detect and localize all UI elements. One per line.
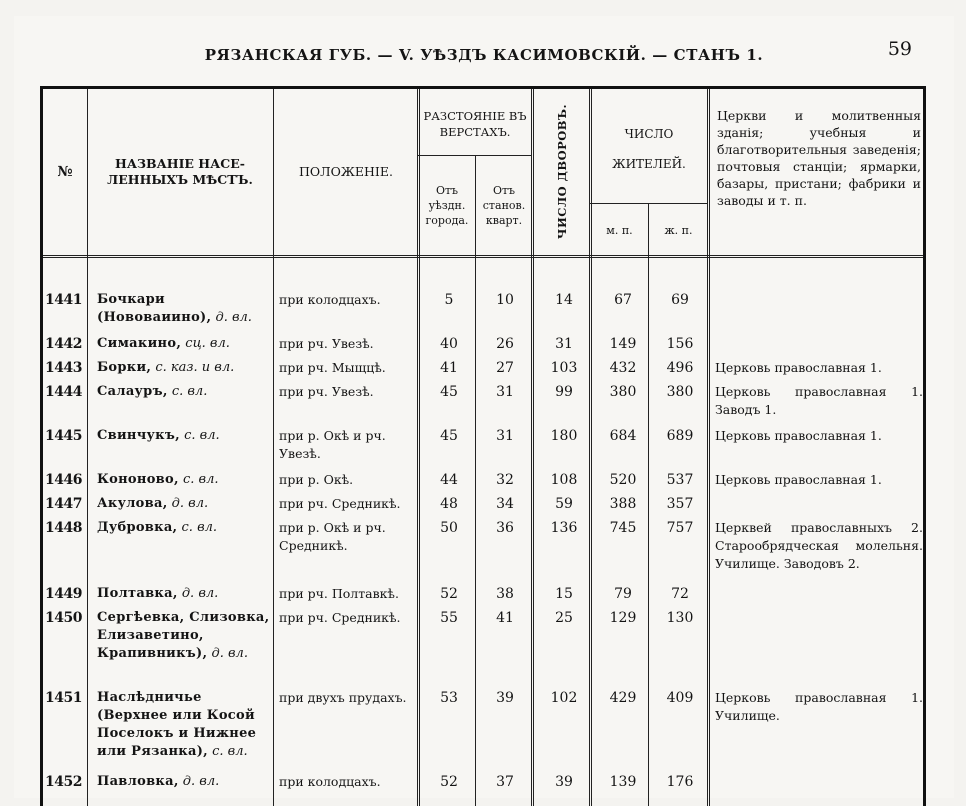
rule	[417, 155, 531, 156]
male-count: 520	[609, 472, 637, 488]
place-name-text: Акулова,	[97, 496, 168, 511]
row-note: Церковь православная 1.	[715, 428, 882, 443]
header-bottom-rule	[43, 255, 926, 258]
place-type: д. вл.	[182, 774, 220, 789]
households: 25	[555, 610, 573, 626]
header-name: НАЗВАНІЕ НАСЕ-ЛЕННЫХЪ МѢСТЪ.	[107, 156, 253, 187]
dist-town: 53	[440, 690, 458, 706]
place-name	[97, 427, 275, 445]
place-name-text: Салауръ,	[97, 384, 168, 399]
households: 136	[550, 520, 578, 536]
dist-town: 52	[440, 774, 458, 790]
place-type: д. вл.	[171, 496, 209, 511]
place-position: при р. Окѣ.	[279, 472, 354, 487]
households: 14	[555, 292, 573, 308]
place-type: с. каз. и вл.	[155, 360, 235, 375]
households: 180	[550, 428, 578, 444]
row-number: 1445	[45, 428, 82, 444]
place-name-text: Дубровка,	[97, 520, 178, 535]
place-type: с. вл.	[184, 428, 220, 443]
place-name-text: Свинчукъ,	[97, 428, 180, 443]
header-households-label: ЧИСЛО ДВОРОВЪ.	[555, 104, 569, 240]
dist-station: 32	[496, 472, 514, 488]
male-count: 429	[609, 690, 637, 706]
male-count: 388	[609, 496, 637, 512]
place-name	[97, 519, 275, 537]
dist-town: 44	[440, 472, 458, 488]
row-number: 1447	[45, 496, 82, 512]
households: 15	[555, 586, 573, 602]
place-name-text: Сергѣевка, Слизовка, Елизаветино, Крапивникъ),	[97, 610, 270, 661]
place-type: с. вл.	[171, 384, 208, 399]
place-position: при рч. Средникѣ.	[279, 610, 401, 625]
place-position: при колодцахъ.	[279, 292, 381, 307]
dist-station: 34	[496, 496, 514, 512]
running-head: РЯЗАНСКАЯ ГУБ. — V. УѢЗДЪ КАСИМОВСКІЙ. — СТАНЪ 1.	[204, 46, 764, 64]
header-distance: РАЗСТОЯНІЕ ВЪ ВЕРСТАХЪ.	[423, 109, 527, 139]
place-position: при рч. Мыщцѣ.	[279, 360, 386, 375]
place-position: при рч. Полтавкѣ.	[279, 586, 399, 601]
dist-station: 36	[496, 520, 514, 536]
row-number: 1448	[45, 520, 82, 536]
female-count: 72	[671, 586, 689, 602]
row-number: 1442	[45, 336, 82, 352]
place-position: при колодцахъ.	[279, 774, 381, 789]
dist-town: 45	[440, 384, 458, 400]
place-type: с. вл.	[181, 520, 218, 535]
households: 31	[555, 336, 573, 352]
female-count: 496	[666, 360, 694, 376]
row-number: 1449	[45, 586, 82, 602]
male-count: 149	[609, 336, 637, 352]
dist-town: 48	[440, 496, 458, 512]
row-note: Церковь православная 1.	[715, 360, 882, 375]
male-count: 67	[614, 292, 632, 308]
row-number: 1443	[45, 360, 82, 376]
female-count: 69	[671, 292, 689, 308]
header-from-station: Отъ станов. кварт.	[482, 183, 526, 227]
dist-station: 37	[496, 774, 514, 790]
male-count: 745	[609, 520, 637, 536]
female-count: 380	[666, 384, 694, 400]
dist-station: 39	[496, 690, 514, 706]
row-number: 1446	[45, 472, 82, 488]
place-position: при двухъ прудахъ.	[279, 690, 407, 705]
row-number: 1444	[45, 384, 82, 400]
dist-town: 50	[440, 520, 458, 536]
place-type: с. вл.	[182, 472, 219, 487]
female-count: 757	[666, 520, 694, 536]
rule	[589, 203, 707, 204]
dist-station: 27	[496, 360, 514, 376]
place-type: д. вл.	[211, 646, 248, 661]
households: 99	[555, 384, 573, 400]
female-count: 537	[666, 472, 694, 488]
place-name	[97, 471, 275, 489]
header-notes: Церкви и молитвенныя зданія; учебныя и благотворительныя заведенія; почтовыя станціи; ярмарки, базары, пристани; фабрики и заводы и т. п.	[717, 108, 921, 208]
dist-station: 26	[496, 336, 514, 352]
female-count: 409	[666, 690, 694, 706]
place-name	[97, 359, 275, 377]
census-table	[40, 86, 926, 806]
female-count: 176	[666, 774, 694, 790]
female-count: 689	[666, 428, 694, 444]
place-name	[97, 585, 275, 603]
place-position: при рч. Увезѣ.	[279, 384, 374, 399]
place-type: с. вл.	[212, 744, 248, 759]
place-name-text: Наслѣдничье (Верхнее или Косой Поселокъ и Нижнее или Рязанка),	[97, 690, 257, 759]
place-position: при рч. Средникѣ.	[279, 496, 401, 511]
dist-town: 45	[440, 428, 458, 444]
place-position: при рч. Увезѣ.	[279, 336, 374, 351]
header-inhabitants: ЧИСЛО ЖИТЕЛЕЙ.	[612, 127, 686, 171]
female-count: 156	[666, 336, 694, 352]
dist-station: 10	[496, 292, 514, 308]
male-count: 684	[609, 428, 637, 444]
female-count: 357	[666, 496, 694, 512]
male-count: 380	[609, 384, 637, 400]
row-note: Церковь православная 1. Училище.	[715, 690, 923, 723]
place-name-text: Симакино,	[97, 336, 182, 351]
row-note: Церквей православныхъ 2. Старообрядческая молельня. Училище. Заводовъ 2.	[715, 520, 923, 571]
male-count: 129	[609, 610, 637, 626]
place-name	[97, 773, 275, 791]
place-name	[97, 291, 275, 327]
page-number: 59	[887, 38, 912, 60]
dist-town: 52	[440, 586, 458, 602]
place-type: д. вл.	[181, 586, 219, 601]
row-number: 1452	[45, 774, 82, 790]
dist-station: 31	[496, 428, 514, 444]
place-position: при р. Окѣ и рч. Средникѣ.	[279, 520, 386, 553]
row-number: 1450	[45, 610, 82, 626]
place-name	[97, 609, 275, 663]
dist-town: 55	[440, 610, 458, 626]
place-name-text: Кононово,	[97, 472, 179, 487]
dist-town: 41	[440, 360, 458, 376]
dist-station: 41	[496, 610, 514, 626]
row-number: 1451	[45, 690, 82, 706]
place-type: сц. вл.	[185, 336, 230, 351]
place-name	[97, 383, 275, 401]
female-count: 130	[666, 610, 694, 626]
male-count: 139	[609, 774, 637, 790]
households: 39	[555, 774, 573, 790]
place-name-text: Борки,	[97, 360, 152, 375]
dist-town: 5	[444, 292, 454, 308]
header-female: ж. п.	[664, 223, 693, 237]
households: 103	[550, 360, 578, 376]
header-male: м. п.	[606, 223, 633, 237]
header-households	[535, 89, 589, 255]
households: 102	[550, 690, 578, 706]
dist-station: 31	[496, 384, 514, 400]
header-number: №	[57, 164, 73, 180]
place-name	[97, 335, 275, 353]
place-name-text: Полтавка,	[97, 586, 178, 601]
rule	[87, 89, 88, 806]
male-count: 432	[609, 360, 637, 376]
dist-station: 38	[496, 586, 514, 602]
households: 59	[555, 496, 573, 512]
row-note: Церковь православная 1. Заводъ 1.	[715, 384, 923, 417]
row-number: 1441	[45, 292, 82, 308]
households: 108	[550, 472, 578, 488]
place-name-text: Павловка,	[97, 774, 179, 789]
place-name	[97, 689, 275, 761]
dist-town: 40	[440, 336, 458, 352]
book-page	[14, 16, 954, 798]
place-type: д. вл.	[215, 310, 252, 325]
place-name-text: Бочкари (Нововаиино),	[97, 292, 212, 325]
place-name	[97, 495, 275, 513]
header-from-town: Отъ уѣздн. города.	[425, 183, 469, 227]
place-position: при р. Окѣ и рч. Увезѣ.	[279, 428, 386, 461]
row-note: Церковь православная 1.	[715, 472, 882, 487]
header-position: ПОЛОЖЕНІЕ.	[299, 164, 393, 179]
male-count: 79	[614, 586, 632, 602]
